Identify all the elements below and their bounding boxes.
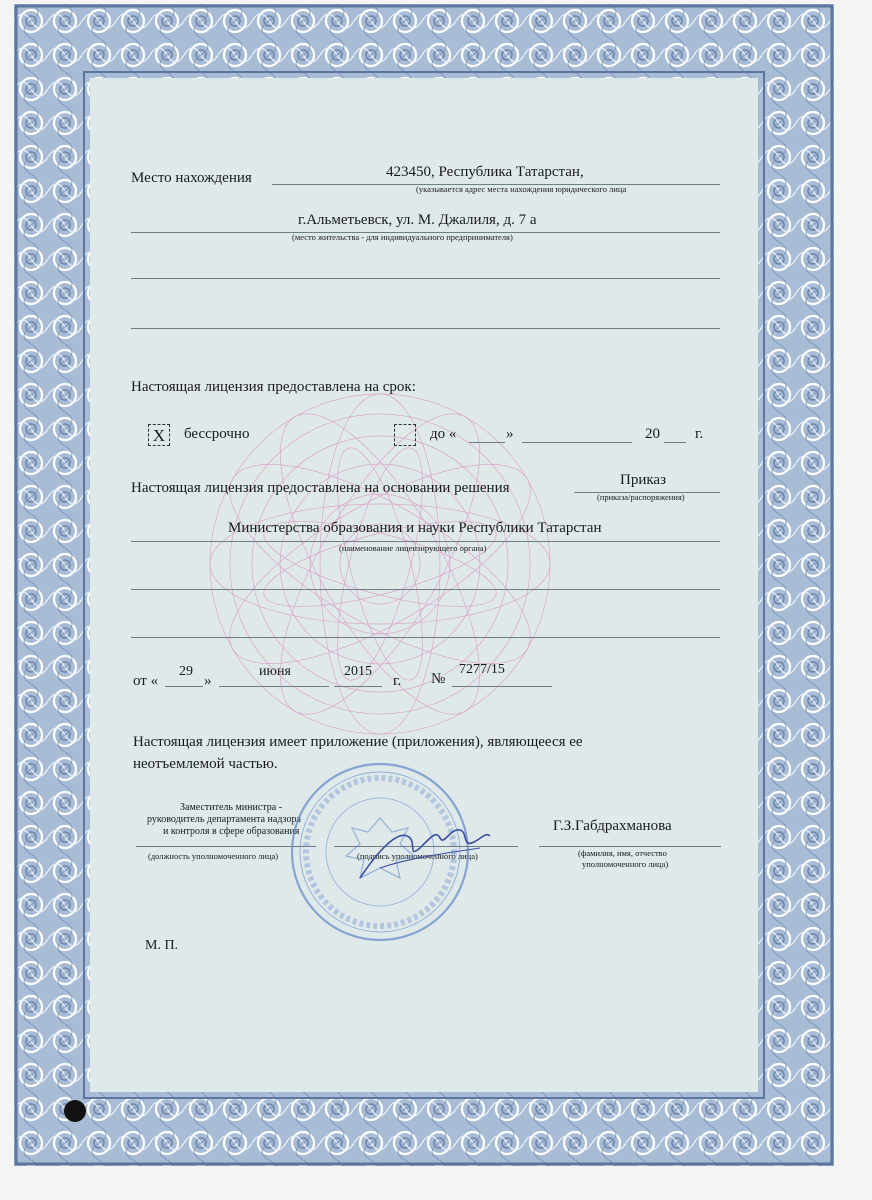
position-line-1: Заместитель министра - [180, 802, 283, 813]
date-prefix: от « [133, 673, 159, 689]
date-number-sign: № [431, 671, 446, 687]
binder-hole [64, 1100, 86, 1122]
blank-line-2 [131, 328, 720, 329]
blank-line-1 [131, 278, 720, 279]
indefinite-checkbox: X [148, 424, 170, 446]
date-month-line [219, 686, 329, 687]
basis-authority: Министерства образования и науки Республики Татарстан [228, 520, 602, 536]
until-quote-close: » [506, 426, 514, 442]
position-line-3: и контроля в сфере образования [163, 826, 300, 837]
signatory-name: Г.З.Габдрахманова [553, 818, 672, 834]
until-day-line [469, 442, 505, 443]
date-year-suffix: г. [393, 673, 402, 689]
basis-authority-line [131, 541, 720, 542]
location-address-line-1: 423450, Республика Татарстан, [386, 164, 584, 180]
name-line [539, 846, 721, 847]
until-year-line [664, 442, 686, 443]
stamp-place: М. П. [145, 938, 179, 953]
term-label: Настоящая лицензия предоставлена на срок: [131, 379, 416, 395]
date-day-line [165, 686, 203, 687]
date-month: июня [259, 664, 291, 679]
basis-doc-type-hint: (приказа/распоряжения) [597, 492, 685, 502]
date-day: 29 [179, 664, 193, 679]
basis-authority-hint: (наименование лицензирующего органа) [339, 543, 487, 553]
location-address-line-2: г.Альметьевск, ул. М. Джалиля, д. 7 а [298, 212, 537, 228]
basis-label: Настоящая лицензия предоставлена на основании решения [131, 480, 510, 496]
date-quote-close: » [204, 673, 212, 689]
blank-line-3 [131, 589, 720, 590]
appendix-text-line-1: Настоящая лицензия имеет приложение (приложения), являющееся ее [133, 734, 583, 750]
location-hint-2: (место жительства - для индивидуального предпринимателя) [292, 232, 513, 242]
appendix-text-line-2: неотъемлемой частью. [133, 756, 278, 772]
name-hint-line-2: уполномоченного лица) [582, 859, 669, 869]
basis-doc-type: Приказ [620, 472, 667, 488]
position-hint: (должность уполномоченного лица) [148, 851, 279, 861]
blank-line-4 [131, 637, 720, 638]
until-year-prefix: 20 [645, 426, 660, 442]
until-month-line [522, 442, 632, 443]
date-number-line [452, 686, 552, 687]
name-hint-line-1: (фамилия, имя, отчество [578, 848, 667, 858]
location-hint-1: (указывается адрес места нахождения юридического лица [416, 184, 627, 194]
position-line-2: руководитель департамента надзора [147, 814, 301, 825]
until-checkbox [394, 424, 416, 446]
signature-scribble [350, 808, 500, 888]
until-label: до « [430, 426, 457, 442]
location-label: Место нахождения [131, 170, 252, 186]
signature-hint: (подпись уполномоченного лица) [357, 851, 478, 861]
date-number: 7277/15 [459, 662, 505, 677]
indefinite-label: бессрочно [184, 426, 250, 442]
date-year-line [334, 686, 382, 687]
until-year-suffix: г. [695, 426, 704, 442]
date-year: 2015 [344, 664, 372, 679]
